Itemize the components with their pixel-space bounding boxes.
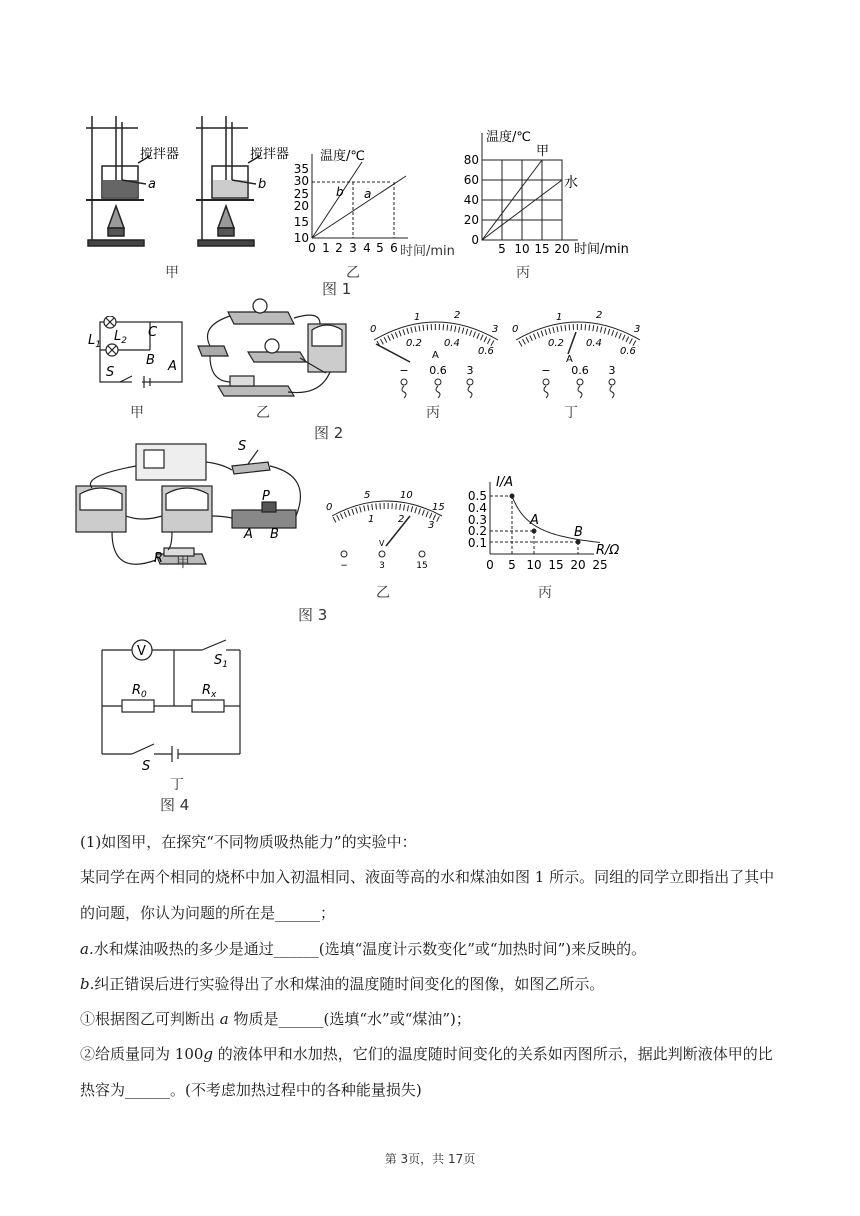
fig1-bing-xlabel: 时间/min — [574, 242, 629, 257]
fig2-bing-ammeter — [366, 310, 506, 406]
fig2-L1: $L_1$ — [88, 333, 101, 350]
fig2-yi-apparatus — [190, 296, 355, 406]
fig4-S: S — [142, 759, 151, 772]
fig4-Rx: $R_x$ — [202, 683, 217, 700]
circle-1-mark: ① — [80, 1010, 96, 1028]
xtick: 20 — [570, 558, 586, 572]
ytick: 25 — [293, 187, 309, 201]
fig1-bing-line-water: 水 — [564, 175, 578, 191]
fig2-B: B — [146, 353, 155, 368]
scale-label: 2 — [398, 514, 405, 525]
scale-label: 15 — [432, 502, 445, 513]
scale-label: 0.6 — [478, 346, 494, 357]
terminal-label: 3 — [379, 561, 385, 571]
fig3-yi-voltmeter — [322, 488, 452, 572]
ytick: 30 — [293, 174, 309, 188]
label-b: b — [258, 177, 267, 192]
xtick: 4 — [363, 241, 371, 255]
scale-label: 3 — [492, 324, 499, 335]
ytick: 15 — [293, 215, 309, 229]
xtick: 20 — [554, 242, 570, 256]
fig3-S: S — [238, 439, 247, 454]
item-a-text: 水和煤油吸热的多少是通过______(选填“温度计示数变化”或“加热时间”)来反映的。 — [93, 940, 647, 958]
fig2-S: S — [106, 365, 115, 380]
item-a-label: a. — [80, 940, 94, 958]
fig4-label: 丁 — [170, 777, 184, 793]
page-footer: 第 3页，共 17页 — [384, 1152, 476, 1166]
fig3-jia-label: 甲 — [176, 555, 190, 571]
ytick: 0.2 — [467, 524, 487, 538]
fig3-bing-xlabel: R/Ω — [596, 543, 620, 558]
fig3-yi-label: 乙 — [376, 585, 390, 601]
item-c3: 热容为______。(不考虑加热过程中的各种能量损失) — [80, 1081, 422, 1099]
xtick: 2 — [335, 241, 343, 255]
fig3-point-A: A — [530, 513, 539, 528]
xtick: 5 — [508, 558, 516, 572]
point-A — [532, 529, 537, 534]
xtick: 5 — [376, 241, 384, 255]
ytick: 80 — [463, 153, 479, 167]
ammeter-unit: A — [566, 354, 573, 365]
voltmeter-unit: V — [379, 539, 385, 548]
fig3-point-B: B — [574, 525, 583, 540]
fig3-B: B — [270, 527, 279, 542]
xtick: 25 — [592, 558, 608, 572]
scale-label: 0.2 — [548, 338, 564, 349]
scale-label: 0.6 — [620, 346, 636, 357]
terminal-label: − — [340, 561, 348, 571]
ytick: 20 — [293, 199, 309, 213]
item-c1-var: a — [219, 1010, 229, 1028]
item-b — [80, 974, 604, 994]
fig3-bing-ylabel: I/A — [496, 475, 514, 490]
voltmeter-symbol: V — [137, 644, 146, 659]
xtick: 10 — [514, 242, 530, 256]
terminal-label: 3 — [608, 364, 616, 377]
fig3-A: A — [244, 527, 253, 542]
fig1-yi-line-b: b — [336, 185, 344, 199]
scale-label: 0.4 — [444, 338, 460, 349]
xtick: 0 — [308, 241, 316, 255]
fig2-ding-ammeter — [508, 310, 648, 406]
fig4-circuit — [92, 636, 252, 772]
fig3-bing-label: 丙 — [538, 585, 552, 601]
stirrer-label-1: 搅拌器 — [140, 147, 180, 162]
fig3-bing-chart — [462, 474, 642, 574]
fig1-jia-label: 甲 — [165, 265, 179, 281]
terminal-label: 3 — [466, 364, 474, 377]
scale-label: 0.2 — [406, 338, 422, 349]
label-a: a — [148, 177, 156, 192]
scale-label: 1 — [556, 312, 563, 323]
scale-label: 1 — [368, 514, 375, 525]
fig1-bing-line-jia: 甲 — [536, 144, 550, 159]
scale-label: 0 — [326, 502, 333, 513]
ytick: 0.3 — [467, 513, 487, 527]
fig2-L2: $L_2$ — [114, 329, 127, 346]
terminal-label: − — [541, 364, 551, 377]
fig1-bing-ylabel: 温度/℃ — [486, 130, 531, 145]
item-c1-pre: 根据图乙可判断出 — [95, 1010, 220, 1028]
paragraph-1a: 某同学在两个相同的烧杯中加入初温相同、液面等高的水和煤油如图 1 所示。同组的同学立即指出了其中 — [80, 868, 775, 886]
fig4-caption: 图 4 — [160, 796, 190, 814]
fig4-R0: $R_0$ — [132, 683, 147, 700]
fig2-yi-label: 乙 — [256, 405, 270, 421]
ytick: 0.4 — [467, 501, 487, 515]
scale-label: 3 — [428, 520, 435, 531]
item-c1-post: 物质是______(选填“水”或“煤油”)； — [228, 1010, 471, 1028]
fig1-yi-label: 乙 — [346, 265, 360, 281]
ammeter-unit: A — [432, 350, 439, 361]
fig3-R: R — [154, 551, 164, 566]
ytick: 0.1 — [467, 536, 487, 550]
ytick: 60 — [463, 173, 479, 187]
item-a — [80, 939, 646, 959]
fig1-bing-xticks — [460, 240, 650, 258]
fig1-jia-apparatus — [78, 108, 308, 258]
stirrer-label-2: 搅拌器 — [250, 147, 290, 162]
terminal-label: − — [399, 364, 409, 377]
scale-label: 5 — [364, 490, 371, 501]
question-1: (1)如图甲，在探究“不同物质吸热能力”的实验中： — [80, 833, 417, 851]
item-c2-pre: 给质量同为 100 — [95, 1045, 204, 1063]
fig2-A: A — [168, 359, 177, 374]
item-c2-unit: g — [203, 1045, 214, 1063]
paragraph-1b: 的问题，你认为问题的所在是______； — [80, 904, 336, 922]
point-B — [576, 540, 581, 545]
terminal-label: 15 — [416, 561, 428, 571]
scale-label: 0 — [512, 324, 519, 335]
scale-label: 0.4 — [586, 338, 602, 349]
ytick: 10 — [293, 231, 309, 245]
scale-label: 0 — [370, 324, 377, 335]
item-c2-post: 的液体甲和水加热，它们的温度随时间变化的关系如丙图所示，据此判断液体甲的比 — [213, 1045, 773, 1063]
xtick: 10 — [526, 558, 542, 572]
ytick: 35 — [293, 162, 309, 176]
xtick: 15 — [534, 242, 550, 256]
fig1-caption: 图 1 — [322, 280, 352, 298]
point-5 — [510, 494, 515, 499]
ytick: 0.5 — [467, 489, 487, 503]
xtick: 1 — [322, 241, 330, 255]
fig3-jia-apparatus — [72, 436, 312, 576]
item-c2 — [80, 1044, 773, 1064]
terminal-label: 0.6 — [429, 364, 447, 377]
scale-label: 1 — [414, 312, 421, 323]
xtick: 3 — [349, 241, 357, 255]
terminal-label: 0.6 — [571, 364, 589, 377]
ytick: 20 — [463, 213, 479, 227]
scale-label: 10 — [400, 490, 413, 501]
fig1-bing-label: 丙 — [516, 265, 530, 281]
item-b-label: b. — [80, 975, 95, 993]
fig2-bing-label: 丙 — [426, 405, 440, 421]
fig2-jia-label: 甲 — [130, 405, 144, 421]
xtick: 15 — [548, 558, 564, 572]
fig3-caption: 图 3 — [298, 606, 328, 624]
xtick: 0 — [486, 558, 494, 572]
fig2-jia-circuit — [80, 316, 190, 396]
fig1-bing-chart — [460, 125, 610, 250]
fig1-yi-ylabel: 温度/℃ — [320, 149, 365, 164]
scale-label: 2 — [596, 310, 603, 321]
item-c1 — [80, 1009, 471, 1029]
xtick: 6 — [390, 241, 398, 255]
fig1-yi-xlabel: 时间/min — [400, 244, 455, 259]
fig1-yi-line-a: a — [364, 187, 372, 201]
fig3-P: P — [262, 489, 270, 504]
fig2-ding-label: 丁 — [564, 405, 578, 421]
ytick: 0 — [471, 233, 479, 247]
scale-label: 2 — [454, 310, 461, 321]
circle-2-mark: ② — [80, 1045, 96, 1063]
fig2-C: C — [148, 325, 158, 340]
fig2-caption: 图 2 — [314, 424, 344, 442]
scale-label: 3 — [634, 324, 641, 335]
xtick: 5 — [498, 242, 506, 256]
fig4-S1: $S_1$ — [214, 653, 228, 670]
item-b-text: 纠正错误后进行实验得出了水和煤油的温度随时间变化的图像，如图乙所示。 — [94, 975, 605, 993]
ytick: 40 — [463, 193, 479, 207]
